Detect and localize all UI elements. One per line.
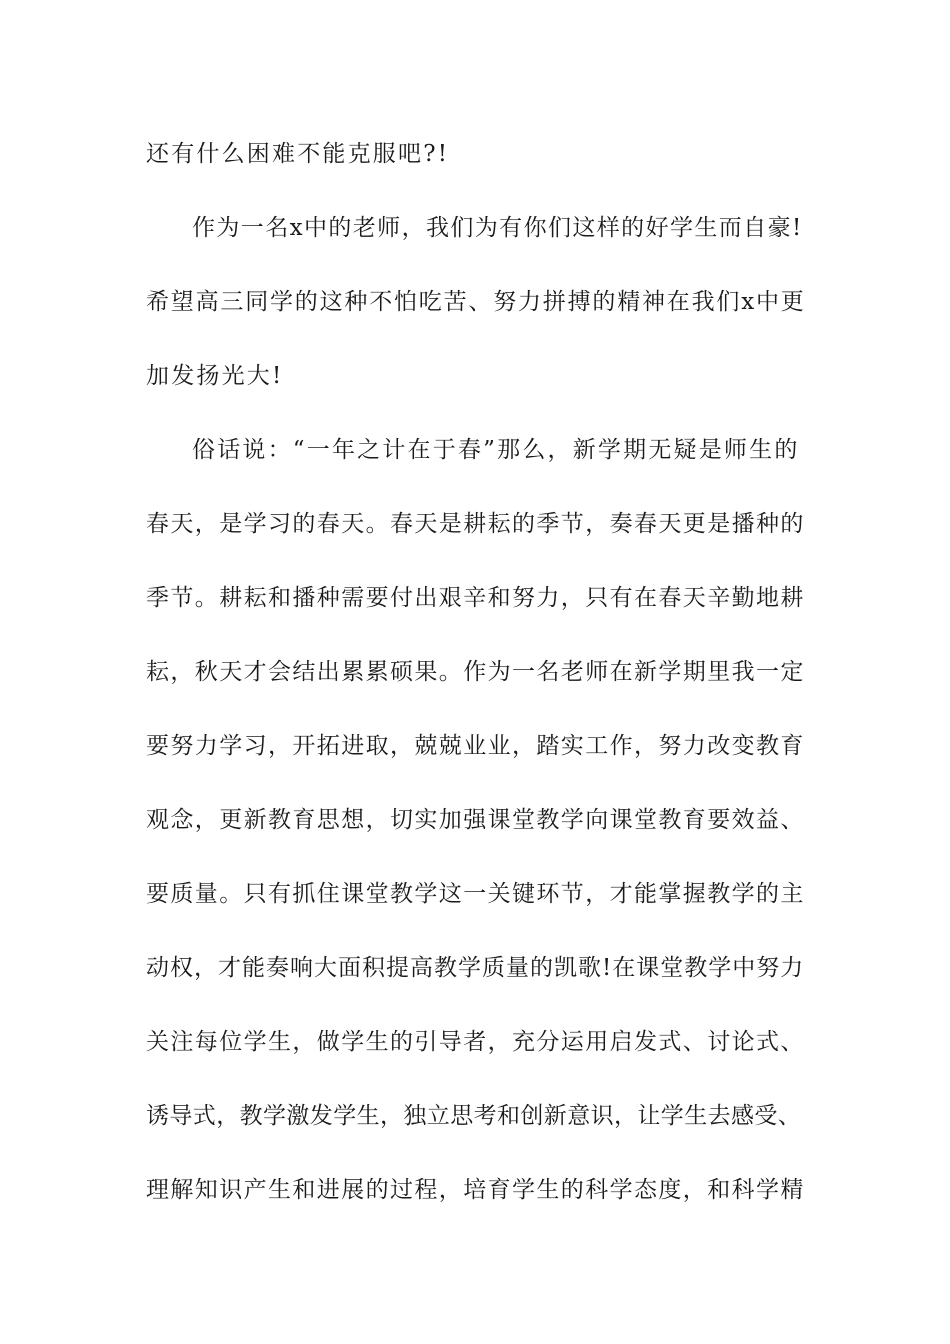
text-line: 要质量。只有抓住课堂教学这一关键环节，才能掌握教学的主: [146, 881, 805, 907]
text-line: 理解知识产生和进展的过程，培育学生的科学态度，和科学精: [146, 1177, 805, 1203]
text-line: 加发扬光大!: [146, 363, 284, 389]
paragraph-first-line: 作为一名x中的老师，我们为有你们这样的好学生而自豪!: [192, 215, 803, 241]
text-line: 要努力学习，开拓进取，兢兢业业，踏实工作，努力改变教育: [146, 733, 805, 759]
text-line: 动权，才能奏响大面积提高教学质量的凯歌!在课堂教学中努力: [146, 955, 805, 981]
text-line: 诱导式，教学激发学生，独立思考和创新意识，让学生去感受、: [146, 1103, 802, 1129]
text-line: 耘，秋天才会结出累累硕果。作为一名老师在新学期里我一定: [146, 659, 805, 685]
text-line: 关注每位学生，做学生的引导者，充分运用启发式、讨论式、: [146, 1029, 805, 1055]
text-line: 还有什么困难不能克服吧?!: [146, 141, 450, 167]
text-line: 春天，是学习的春天。春天是耕耘的季节，奏春天更是播种的: [146, 511, 805, 537]
text-line: 观念，更新教育思想，切实加强课堂教学向课堂教育要效益、: [146, 807, 805, 833]
text-line: 希望高三同学的这种不怕吃苦、努力拼搏的精神在我们x中更: [146, 289, 806, 315]
paragraph-first-line: 俗话说：“一年之计在于春”那么，新学期无疑是师生的: [192, 437, 800, 463]
text-line: 季节。耕耘和播种需要付出艰辛和努力，只有在春天辛勤地耕: [146, 585, 805, 611]
